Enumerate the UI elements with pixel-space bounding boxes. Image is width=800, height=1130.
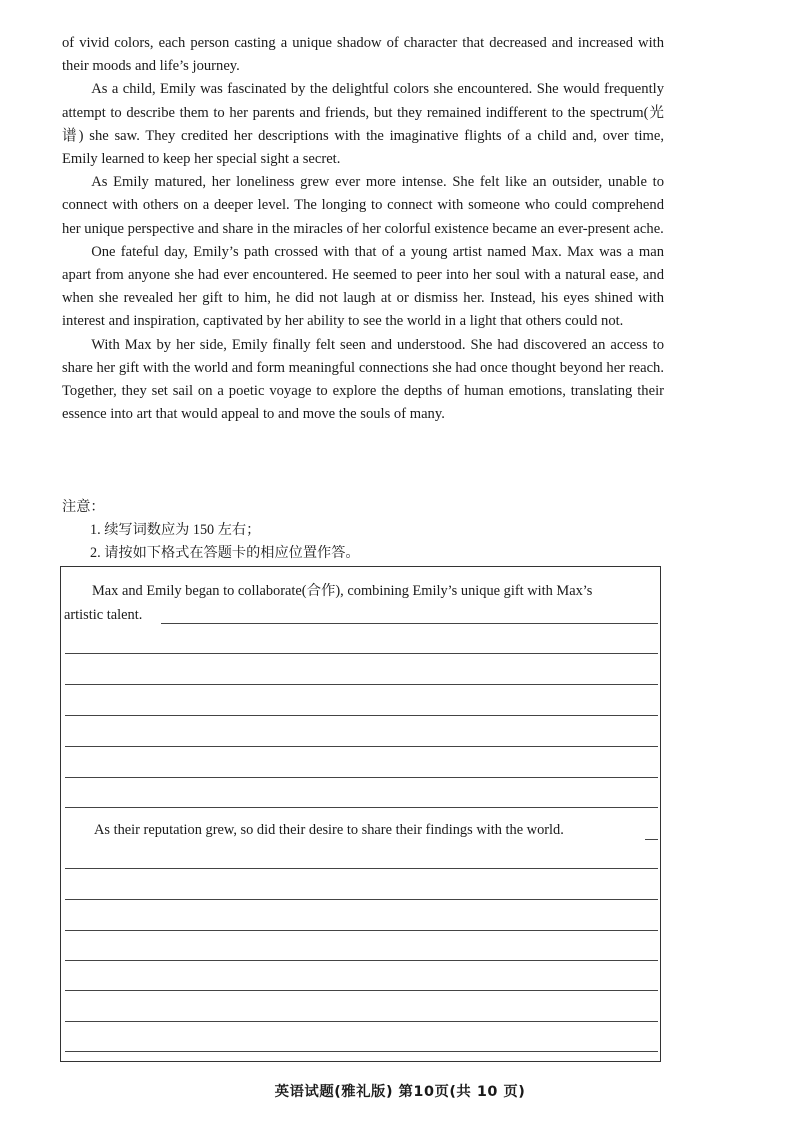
writing-line[interactable] (65, 807, 658, 808)
writing-line[interactable] (65, 777, 658, 778)
prompt-paragraph-2: As their reputation grew, so did their desire to share their findings with the world. (94, 822, 564, 838)
writing-line[interactable] (65, 1051, 658, 1052)
writing-line[interactable] (65, 868, 658, 869)
writing-line[interactable] (65, 1021, 658, 1022)
notes-title: 注意： (62, 499, 105, 515)
story-passage (62, 32, 664, 426)
writing-line[interactable] (645, 839, 658, 840)
writing-line[interactable] (65, 684, 658, 685)
passage-paragraph: With Max by her side, Emily finally felt seen and understood. She had discovered an access to share her gift with the world and form meaningful connections she had once thought beyond her reach. Together, they set sail on a poetic voyage to explore the depths of human emotions, translating their essence into art that would appeal to and move the souls of many. (62, 336, 664, 423)
passage-paragraph: One fateful day, Emily’s path crossed with that of a young artist named Max. Max was a man apart from anyone she had ever encountered. He seemed to peer into her soul with a natural ease, and when she revealed her gift to him, he did not laugh at or dismiss her. Instead, his eyes shined with interest and inspiration, captivated by her ability to see the world in a light that others could not. (62, 243, 664, 330)
notes-item: 1. 续写词数应为 150 左右； (90, 522, 261, 539)
writing-line[interactable] (65, 960, 658, 961)
passage-paragraph: of vivid colors, each person casting a unique shadow of character that decreased and increased with their moods and life’s journey. (62, 35, 664, 75)
page-footer: 英语试题(雅礼版) 第10页(共 10 页) (274, 1084, 526, 1100)
notes-item: 2. 请按如下格式在答题卡的相应位置作答。 (90, 545, 360, 562)
writing-line[interactable] (65, 653, 658, 654)
writing-line[interactable] (65, 930, 658, 931)
passage-paragraph: As a child, Emily was fascinated by the delightful colors she encountered. She would frequently attempt to describe them to her parents and friends, but they remained indifferent to the spectrum(光谱) she saw. They credited her descriptions with the imaginative flights of a child and, over time, Emily learned to keep her special sight a secret. (62, 81, 664, 168)
writing-notes (62, 496, 664, 566)
writing-line[interactable] (65, 715, 658, 716)
answer-box (60, 566, 661, 1062)
prompt-paragraph-1-line-2: artistic talent. (64, 607, 143, 623)
passage-paragraph: As Emily matured, her loneliness grew ever more intense. She felt like an outsider, unable to connect with others on a deeper level. The longing to connect with someone who could comprehend her unique perspective and share in the miracles of her colorful existence became an ever-present ache. (62, 174, 664, 237)
writing-line[interactable] (65, 990, 658, 991)
writing-line[interactable] (65, 746, 658, 747)
writing-line[interactable] (65, 899, 658, 900)
writing-line[interactable] (161, 623, 658, 624)
prompt-paragraph-1-line-1: Max and Emily began to collaborate(合作), combining Emily’s unique gift with Max’s (92, 583, 593, 599)
